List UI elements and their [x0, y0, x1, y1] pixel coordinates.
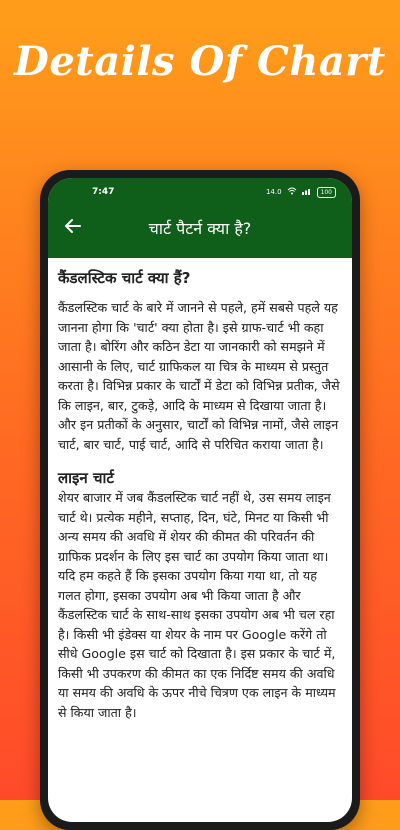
section-paragraph: शेयर बाजार में जब कैंडलस्टिक चार्ट नहीं थे, उस समय लाइन चार्ट थे। प्रत्येक महीने, सप्ताह, दिन, घंटे, मिनट या किसी भी अन्य समय की अवधि में शेयर की कीमत की परिवर्तन की ग्राफिक प्रदर्शन के लिए इस चार्ट का उपयोग किया जाता था। यदि हम कहते हैं कि इसका उपयोग किया गया था, तो यह गलत होगा, इसका उपयोग अब भी किया जाता है और कैंडलस्टिक चार्ट के साथ-साथ इसका उपयोग अब भी चल रहा है। किसी भी इंडेक्स या शेयर के नाम पर Google करेंगे तो सीधे Google इस चार्ट को दिखाता है। इस प्रकार के चार्ट में, किसी भी उपकरण की कीमत का एक निर्दिष्ट समय की अवधि या समय की अवधि के ऊपर नीचे चित्रण एक लाइन के माध्यम से किया जाता है।: [58, 490, 336, 720]
promo-title: Details Of Chart: [14, 38, 386, 85]
phone-frame: [40, 170, 360, 830]
app-screen: [48, 178, 352, 822]
article-content: [48, 258, 352, 722]
section-paragraph: कैंडलस्टिक चार्ट के बारे में जानने से पहले, हमें सबसे पहले यह जानना होगा कि 'चार्ट' क्या होता है। इसे ग्राफ-चार्ट भी कहा जाता है। बोरिंग और कठिन डेटा या जानकारी को समझने में आसानी के लिए, चार्ट ग्राफिकल या चित्र के माध्यम से प्रस्तुत करता है। विभिन्न प्रकार के चार्टों में डेटा को विभिन्न प्रतीक, जैसे कि लाइन, बार, टुकड़े, आदि के माध्यम से दिखाया जाता है। और इन प्रतीकों के अनुसार, चार्टों को विभिन्न नामों, जैसे लाइन चार्ट, बार चार्ट, पाई चार्ट, आदि से परिचित कराया जाता है।: [58, 300, 340, 452]
section-heading: लाइन चार्ट: [58, 469, 114, 487]
arrow-left-icon: [63, 218, 81, 238]
page-title: चार्ट पैटर्न क्या है?: [148, 219, 252, 238]
status-time: 7:47: [92, 187, 115, 197]
status-icons: [266, 187, 336, 198]
battery-indicator: 100: [317, 187, 336, 198]
toolbar: [48, 206, 352, 250]
status-bar: [48, 178, 352, 206]
section-heading: कैंडलस्टिक चार्ट क्या हैं?: [58, 269, 191, 287]
app-bar: [48, 178, 352, 258]
signal-icon: [302, 187, 312, 197]
back-button[interactable]: [58, 214, 86, 242]
wifi-icon: [287, 187, 297, 197]
network-speed: 14.0: [265, 188, 282, 196]
